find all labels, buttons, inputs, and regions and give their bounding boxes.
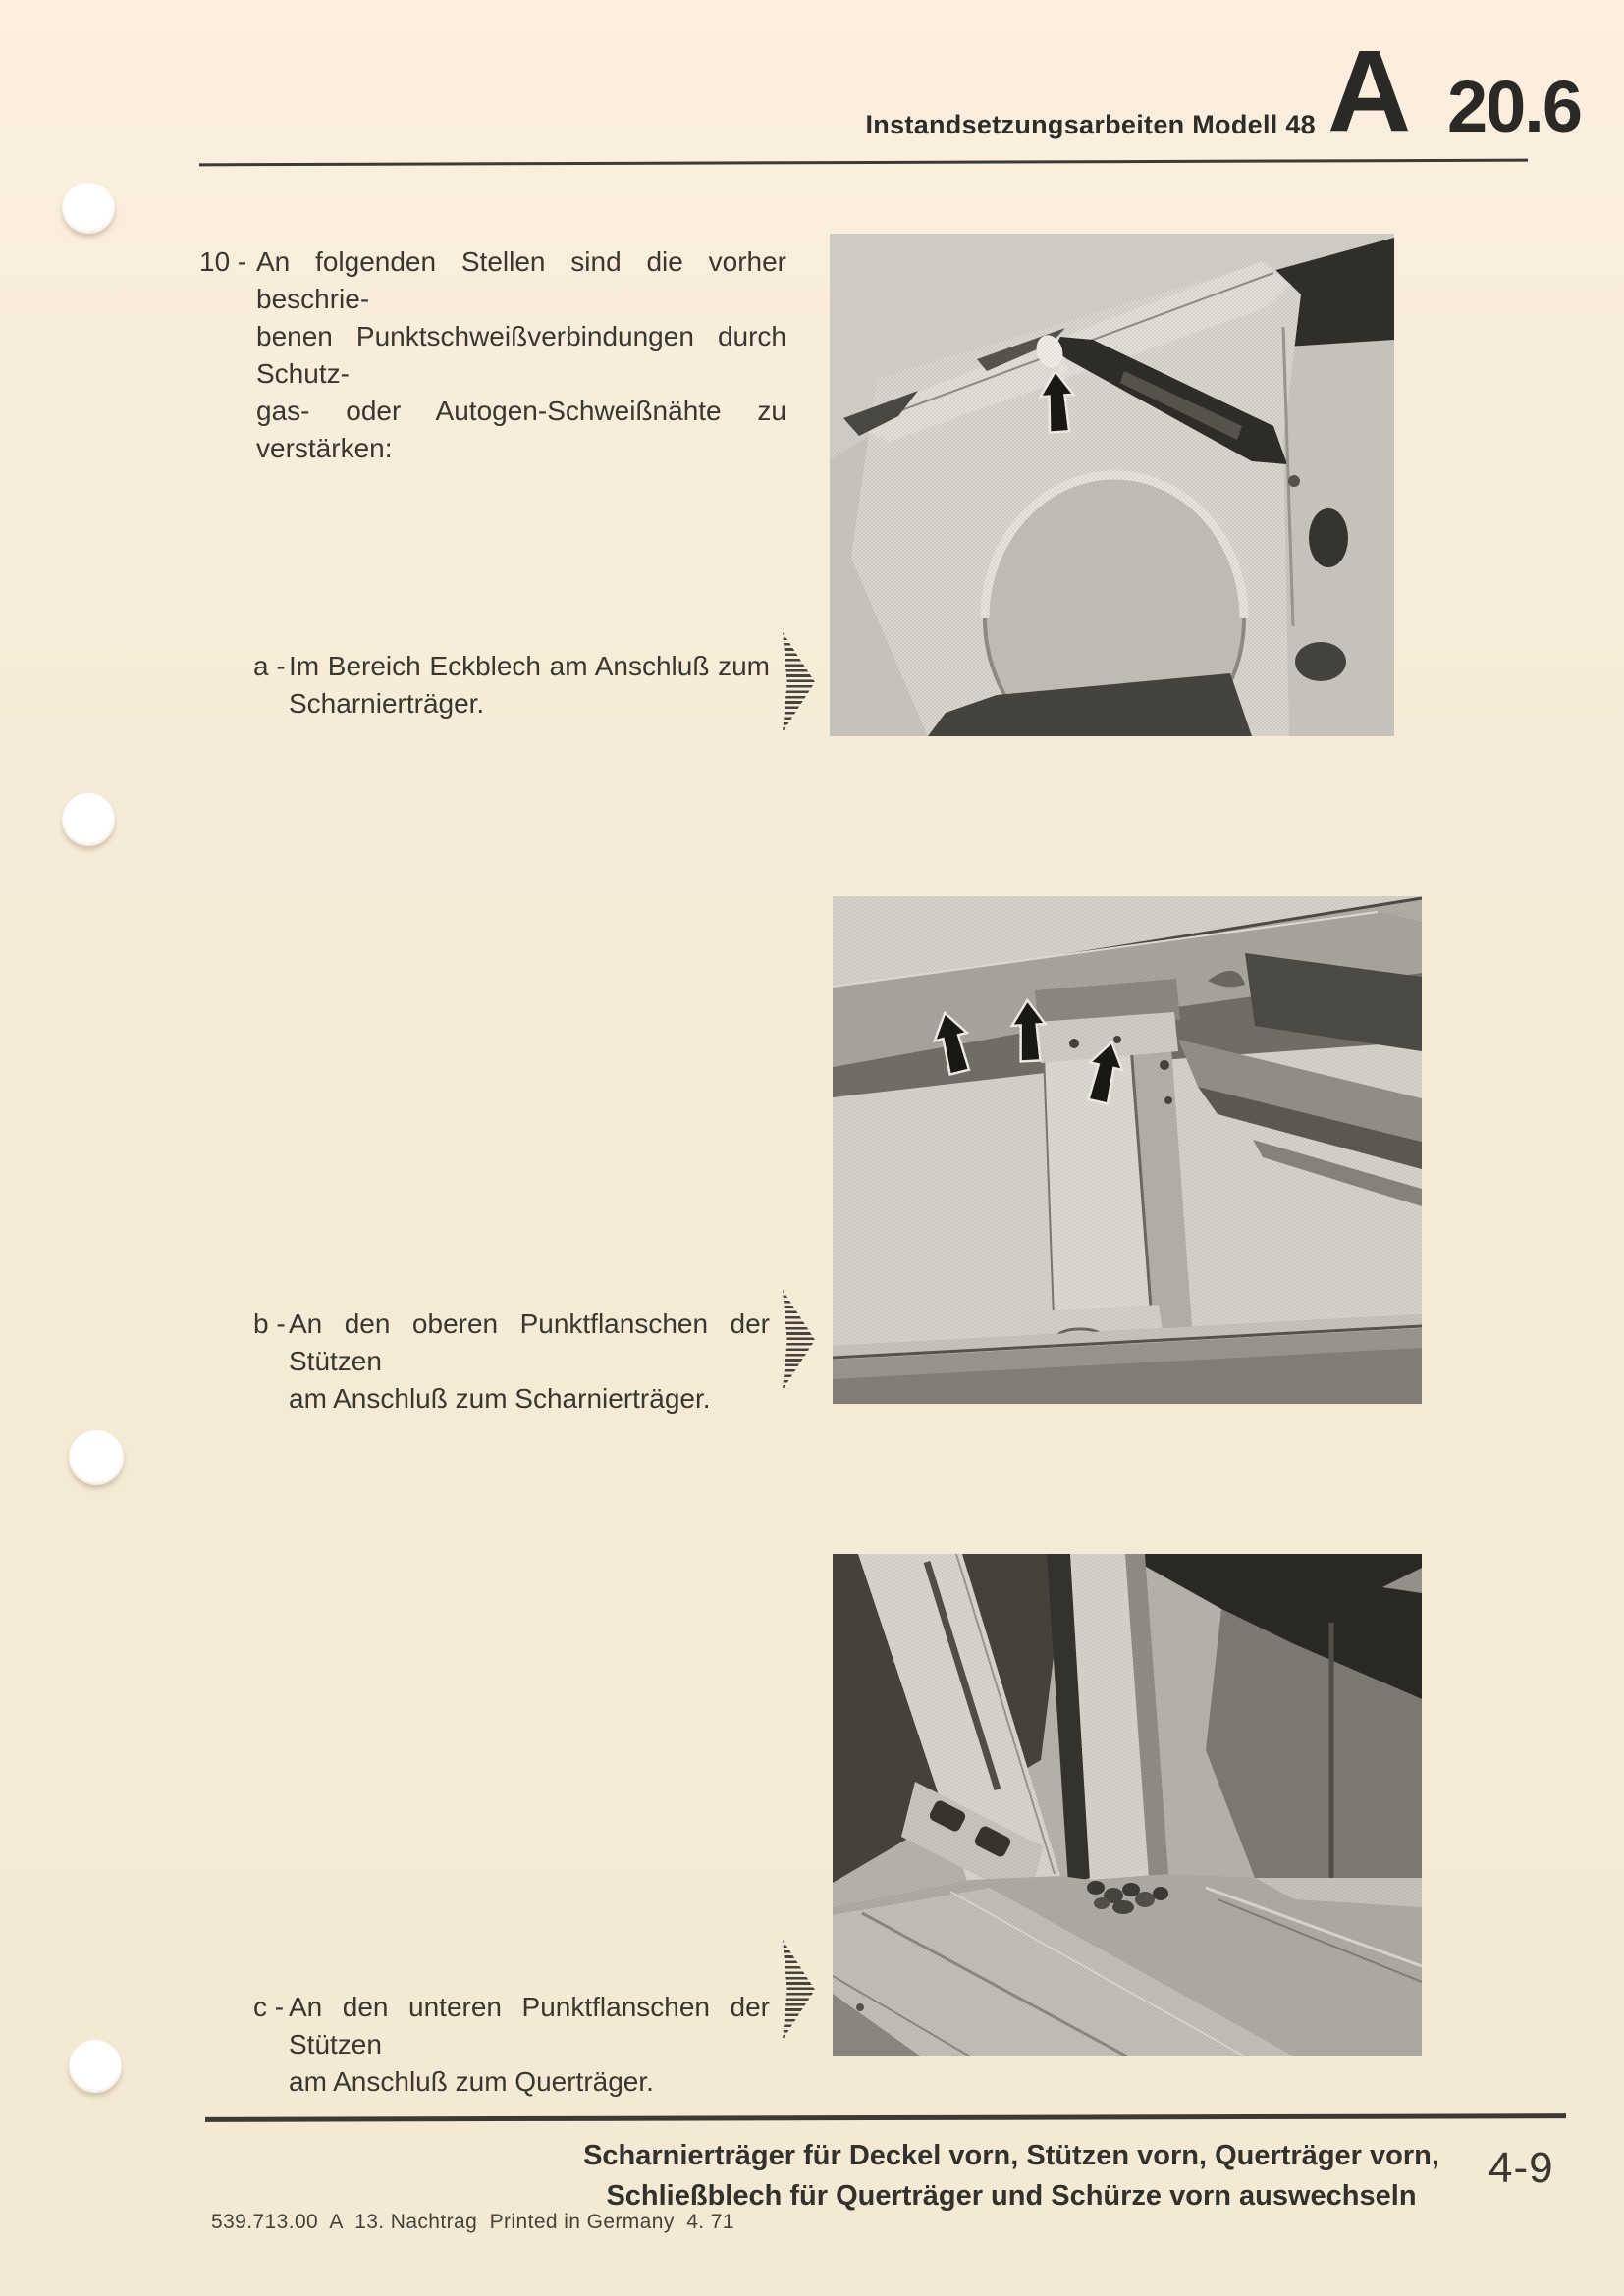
- item-c-label: c -: [253, 1992, 285, 2022]
- item-a-text-line: Scharnierträger.: [289, 688, 485, 719]
- item-b-text-line: An den oberen Punktflanschen der Stützen: [289, 1308, 770, 1376]
- item-b-text: [289, 1306, 770, 1417]
- item-c-text-line: An den unteren Punktflanschen der Stützen: [289, 1992, 770, 2059]
- step-text: [256, 243, 786, 467]
- section-letter: A: [1327, 27, 1409, 156]
- footer-subject-line: Schließblech für Querträger und Schürze vorn auswechseln: [606, 2180, 1417, 2212]
- page-number: 4-9: [1489, 2144, 1554, 2192]
- header-rule: [199, 159, 1528, 167]
- step-text-line: benen Punktschweißverbindungen durch Schutz-: [256, 321, 786, 389]
- step-text-line: An folgenden Stellen sind die vorher beschrie-: [256, 246, 786, 314]
- punch-hole: [69, 1430, 124, 1485]
- item-a-text-line: Im Bereich Eckblech am Anschluß zum: [289, 651, 770, 681]
- item-b-text-line: am Anschluß zum Scharnierträger.: [289, 1383, 711, 1414]
- imprint: 539.713.00 A 13. Nachtrag Printed in Germany 4. 71: [211, 2211, 734, 2233]
- footer-subject: [422, 2136, 1600, 2216]
- footer-rule: [205, 2113, 1566, 2122]
- punch-hole: [62, 183, 115, 234]
- item-b: [253, 1306, 823, 1417]
- figure-a-photo: [830, 234, 1394, 736]
- page-title: Instandsetzungsarbeiten Modell 48: [865, 110, 1316, 139]
- item-a: [253, 648, 823, 722]
- item-b-label: b -: [253, 1308, 286, 1339]
- pointer-arrow-icon: [783, 1940, 815, 2040]
- pointer-arrow-icon: [783, 632, 815, 732]
- item-a-label: a -: [253, 651, 286, 681]
- step-10: [199, 243, 786, 467]
- footer-subject-line: Scharnierträger für Deckel vorn, Stützen vorn, Querträger vorn,: [583, 2140, 1439, 2171]
- section-code: 20.6: [1447, 66, 1582, 147]
- item-a-text: [289, 648, 770, 722]
- item-c: [253, 1989, 823, 2101]
- step-number: 10 -: [199, 246, 247, 277]
- figure-b-photo: [833, 896, 1422, 1404]
- figure-c-photo: [833, 1554, 1422, 2056]
- item-c-text-line: am Anschluß zum Querträger.: [289, 2066, 654, 2097]
- step-text-line: gas- oder Autogen-Schweißnähte zu verstärken:: [256, 396, 786, 463]
- punch-hole: [62, 793, 115, 846]
- pointer-arrow-icon: [783, 1290, 815, 1390]
- punch-hole: [69, 2040, 122, 2093]
- item-c-text: [289, 1989, 770, 2101]
